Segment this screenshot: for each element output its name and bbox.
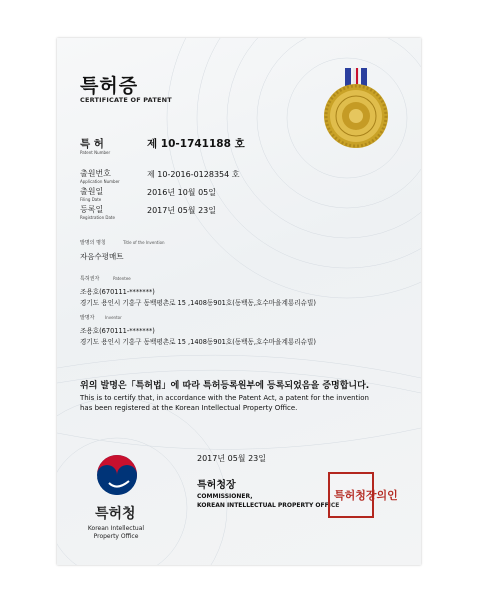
gold-seal-icon: [315, 68, 397, 150]
issue-date: 2017년 05월 23일: [197, 454, 266, 463]
inventor-label-en: Inventor: [105, 315, 122, 320]
patentee-label: 특허권자: [80, 276, 100, 282]
filing-date-label: 출원일: [80, 187, 104, 196]
registration-date-label-en: Registration Date: [80, 215, 115, 220]
invention-title-value: 자음수평매트: [80, 252, 124, 261]
commissioner-title-ko: 특허청장: [197, 480, 236, 491]
patentee-label-en: Patentee: [113, 276, 131, 281]
application-number-value: 제 10-2016-0128354 호: [147, 170, 240, 179]
certification-statement-en-line2: has been registered at the Korean Intellectual Property Office.: [80, 404, 298, 412]
application-number-label-en: Application Number: [80, 179, 120, 184]
kipo-emblem-icon: [95, 453, 139, 497]
official-stamp-icon: [328, 472, 398, 518]
inventor-name: 조용호(670111-*******): [80, 327, 155, 335]
invention-title-label: 발명의 명칭: [80, 240, 106, 246]
registration-date-value: 2017년 05월 23일: [147, 206, 216, 215]
certificate-title-en: CERTIFICATE OF PATENT: [80, 96, 172, 104]
patentee-address: 경기도 용인시 기흥구 동백평촌로 15 ,1408동901호(동백동,호수마을계룡리슈빌): [80, 299, 316, 307]
office-name-ko: 특허청: [95, 506, 136, 522]
application-number-label: 출원번호: [80, 169, 111, 178]
filing-date-value: 2016년 10월 05일: [147, 188, 216, 197]
commissioner-title-en-line2: KOREAN INTELLECTUAL PROPERTY OFFICE: [197, 502, 340, 509]
inventor-label: 발명자: [80, 315, 95, 321]
patentee-name: 조용호(670111-*******): [80, 288, 155, 296]
patent-number-label: 특 허: [80, 138, 104, 150]
certification-statement-en-line1: This is to certify that, in accordance with the Patent Act, a patent for the invention: [80, 394, 369, 402]
filing-date-label-en: Filing Date: [80, 197, 102, 202]
registration-date-label: 등록일: [80, 205, 104, 214]
certificate: [57, 38, 421, 565]
office-name-en: Korean Intellectual Property Office: [87, 525, 145, 540]
commissioner-title-en-line1: COMMISSIONER,: [197, 493, 253, 500]
inventor-address: 경기도 용인시 기흥구 동백평촌로 15 ,1408동901호(동백동,호수마을계룡리슈빌): [80, 338, 316, 346]
certification-statement-ko: 위의 발명은「특허법」에 따라 특허등록원부에 등록되었음을 증명합니다.: [80, 381, 370, 391]
invention-title-label-en: Title of the Invention: [123, 240, 165, 245]
patent-number-label-en: Patent Number: [80, 150, 111, 155]
certificate-title: 특허증: [80, 75, 139, 97]
patent-number-value: 제 10-1741188 호: [147, 138, 245, 150]
stamp-text: 특허청장의인: [334, 488, 398, 502]
